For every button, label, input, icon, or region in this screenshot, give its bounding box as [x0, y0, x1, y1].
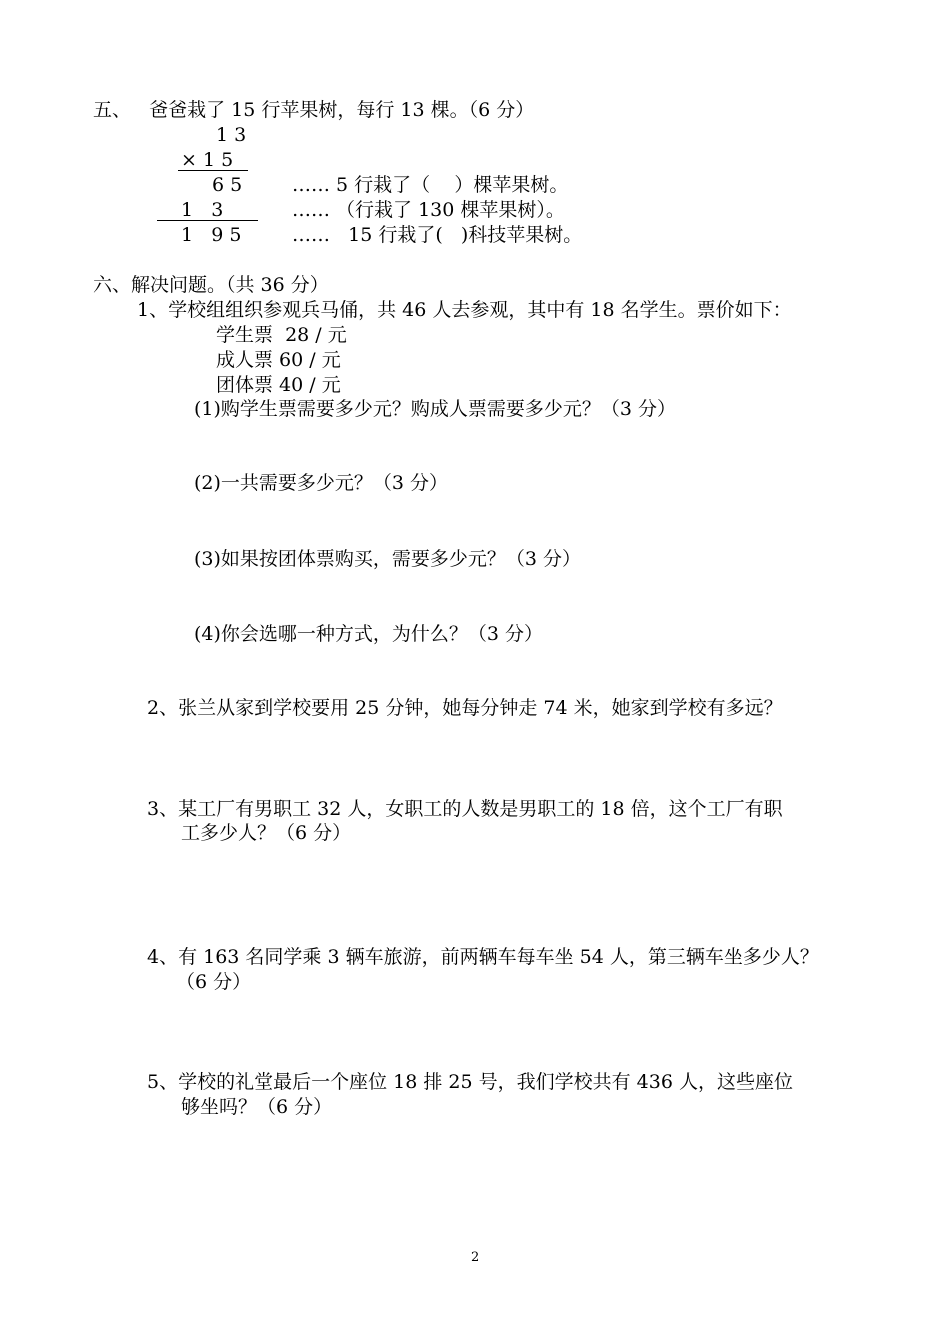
- question-3-text: 3、某工厂有男职工 32 人，女职工的人数是男职工的 18 倍，这个工厂有职: [147, 798, 783, 820]
- question-2-text: 2、张兰从家到学校要用 25 分钟，她每分钟走 74 米，她家到学校有多远？: [147, 697, 783, 719]
- question-4-text-cont: （6 分）: [176, 971, 252, 993]
- question-5-text-cont: 够坐吗？（6 分）: [181, 1096, 333, 1118]
- calc-multiplier: × 1 5: [181, 149, 234, 171]
- question-1-sub-4: (4)你会选哪一种方式，为什么？（3 分）: [194, 623, 544, 645]
- price-student: 学生票 28 / 元: [216, 324, 347, 346]
- question-1-text: 1、学校组组织参观兵马俑，共 46 人去参观，其中有 18 名学生。票价如下：: [137, 299, 792, 321]
- calc-note-3: …… 15 行栽了( )科技苹果树。: [292, 224, 583, 246]
- question-1-sub-3: (3)如果按团体票购买，需要多少元？（3 分）: [194, 548, 582, 570]
- section-5-heading: 五、 爸爸栽了 15 行苹果树，每行 13 棵。（6 分）: [93, 99, 535, 121]
- calc-partial-2: 1 3: [181, 199, 224, 221]
- question-1-sub-1: (1)购学生票需要多少元？购成人票需要多少元？（3 分）: [194, 398, 677, 420]
- calc-multiplicand: 1 3: [216, 124, 247, 146]
- calc-partial-1: 6 5: [212, 174, 243, 196]
- calc-note-1: …… 5 行栽了（ ）棵苹果树。: [292, 174, 569, 196]
- calc-rule-bottom: [157, 220, 258, 221]
- page-number: 2: [471, 1250, 480, 1265]
- question-3-text-cont: 工多少人？（6 分）: [181, 822, 352, 844]
- price-adult: 成人票 60 / 元: [216, 349, 341, 371]
- question-5-text: 5、学校的礼堂最后一个座位 18 排 25 号，我们学校共有 436 人，这些座位: [147, 1071, 793, 1093]
- question-1-sub-2: (2)一共需要多少元？（3 分）: [194, 472, 449, 494]
- question-4-text: 4、有 163 名同学乘 3 辆车旅游，前两辆车每车坐 54 人，第三辆车坐多少人？: [147, 946, 819, 968]
- calc-product: 1 9 5: [181, 224, 242, 246]
- calc-note-2: …… （行栽了 130 棵苹果树）。: [292, 199, 565, 221]
- section-6-heading: 六、解决问题。（共 36 分）: [93, 274, 329, 296]
- price-group: 团体票 40 / 元: [216, 374, 341, 396]
- calc-rule-top: [178, 170, 248, 171]
